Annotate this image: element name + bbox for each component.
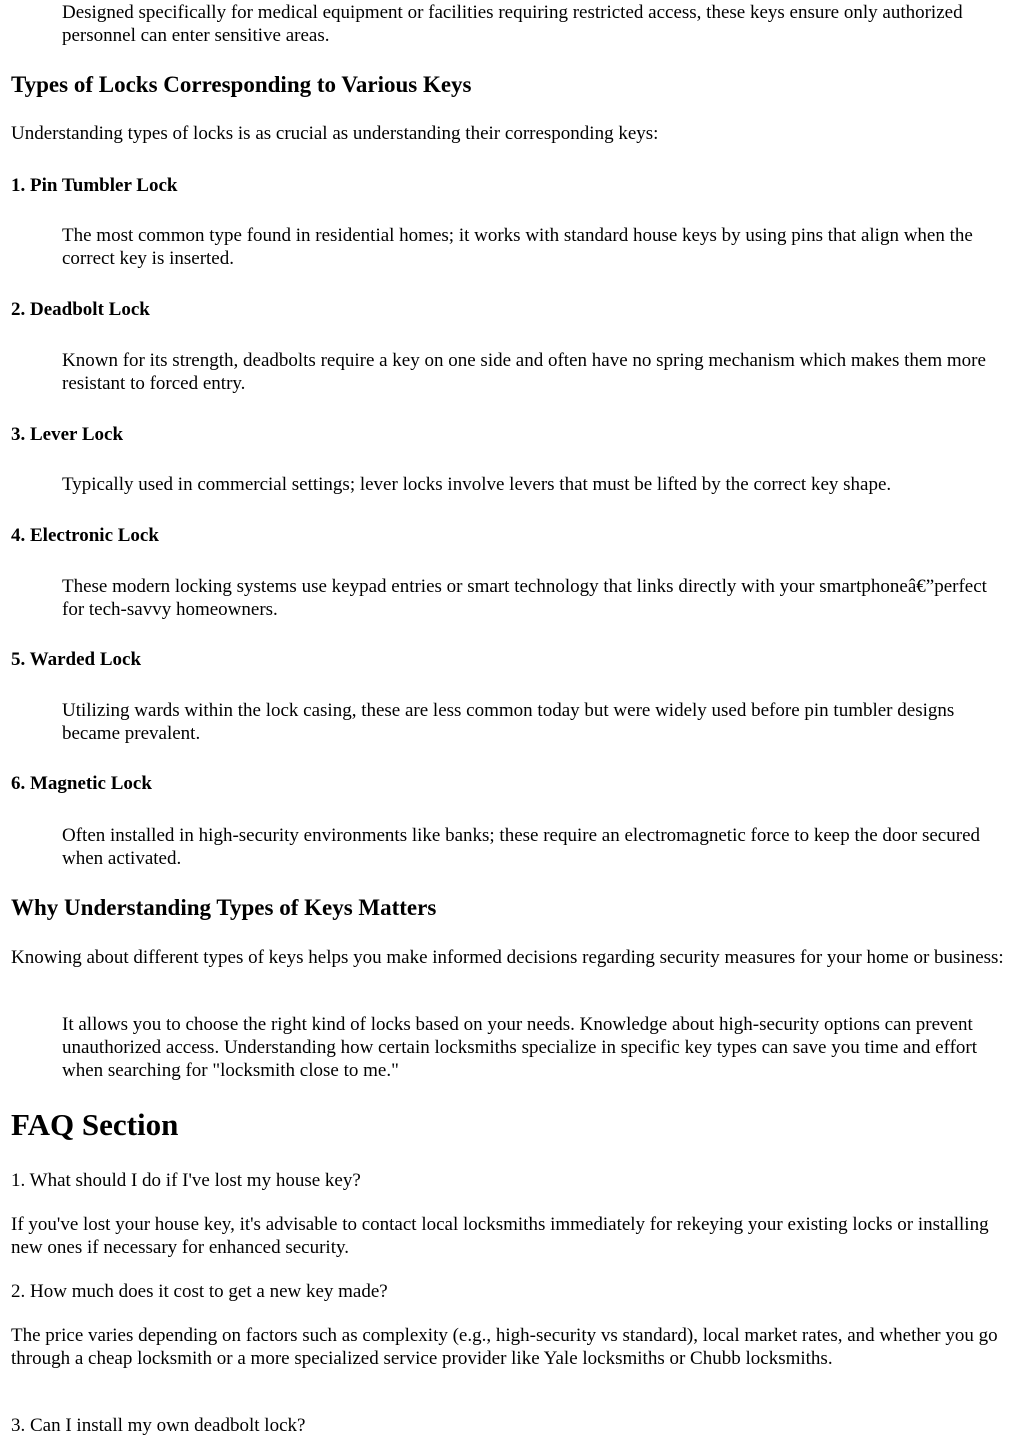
lock-item-title: 3. Lever Lock [11,424,124,445]
lock-item-title: 1. Pin Tumbler Lock [11,175,178,196]
lock-item-title: 6. Magnetic Lock [11,773,152,794]
locks-section-intro: Understanding types of locks is as crucial as understanding their corresponding keys: [11,123,659,144]
lock-item-body: Utilizing wards within the lock casing, these are less common today but were widely used before pin tumbler designs became prevalent. [62,700,955,744]
lock-item-body: These modern locking systems use keypad entries or smart technology that links directly with your smartphoneâ€”perfect for tech-savvy homeowners. [62,576,987,620]
faq-answer: The price varies depending on factors such as complexity (e.g., high-security vs standard), local market rates, and whether you go through a cheap locksmith or a more specialized service provider like Yale locksmiths or Chubb locksmiths. [11,1325,998,1369]
faq-question: 1. What should I do if I've lost my house key? [11,1170,361,1191]
why-section-heading: Why Understanding Types of Keys Matters [11,895,437,920]
top-paragraph: Designed specifically for medical equipment or facilities requiring restricted access, these keys ensure only authorized personnel can enter sensitive areas. [62,2,963,46]
lock-item-body: The most common type found in residential homes; it works with standard house keys by using pins that align when the correct key is inserted. [62,225,973,269]
lock-item-body: Often installed in high-security environments like banks; these require an electromagnetic force to keep the door secured when activated. [62,825,981,869]
locks-section-heading: Types of Locks Corresponding to Various Keys [11,72,472,97]
why-section-intro: Knowing about different types of keys helps you make informed decisions regarding security measures for your home or business: [11,947,1004,968]
why-section-quote: It allows you to choose the right kind of locks based on your needs. Knowledge about high-security options can prevent unauthorized access. Understanding how certain locksmiths specialize in specific key types can save you time and effort when searching for "locksmith close to me." [62,1014,978,1081]
faq-answer: If you've lost your house key, it's advisable to contact local locksmiths immediately for rekeying your existing locks or installing new ones if necessary for enhanced security. [11,1214,989,1258]
lock-item-body: Known for its strength, deadbolts require a key on one side and often have no spring mechanism which makes them more resistant to forced entry. [62,350,986,394]
lock-item-title: 2. Deadbolt Lock [11,299,150,320]
faq-section-heading: FAQ Section [11,1107,179,1142]
lock-item-title: 4. Electronic Lock [11,525,159,546]
faq-question: 2. How much does it cost to get a new key made? [11,1281,388,1302]
lock-item-body: Typically used in commercial settings; lever locks involve levers that must be lifted by the correct key shape. [62,474,892,495]
lock-item-title: 5. Warded Lock [11,649,142,670]
faq-question: 3. Can I install my own deadbolt lock? [11,1415,306,1436]
